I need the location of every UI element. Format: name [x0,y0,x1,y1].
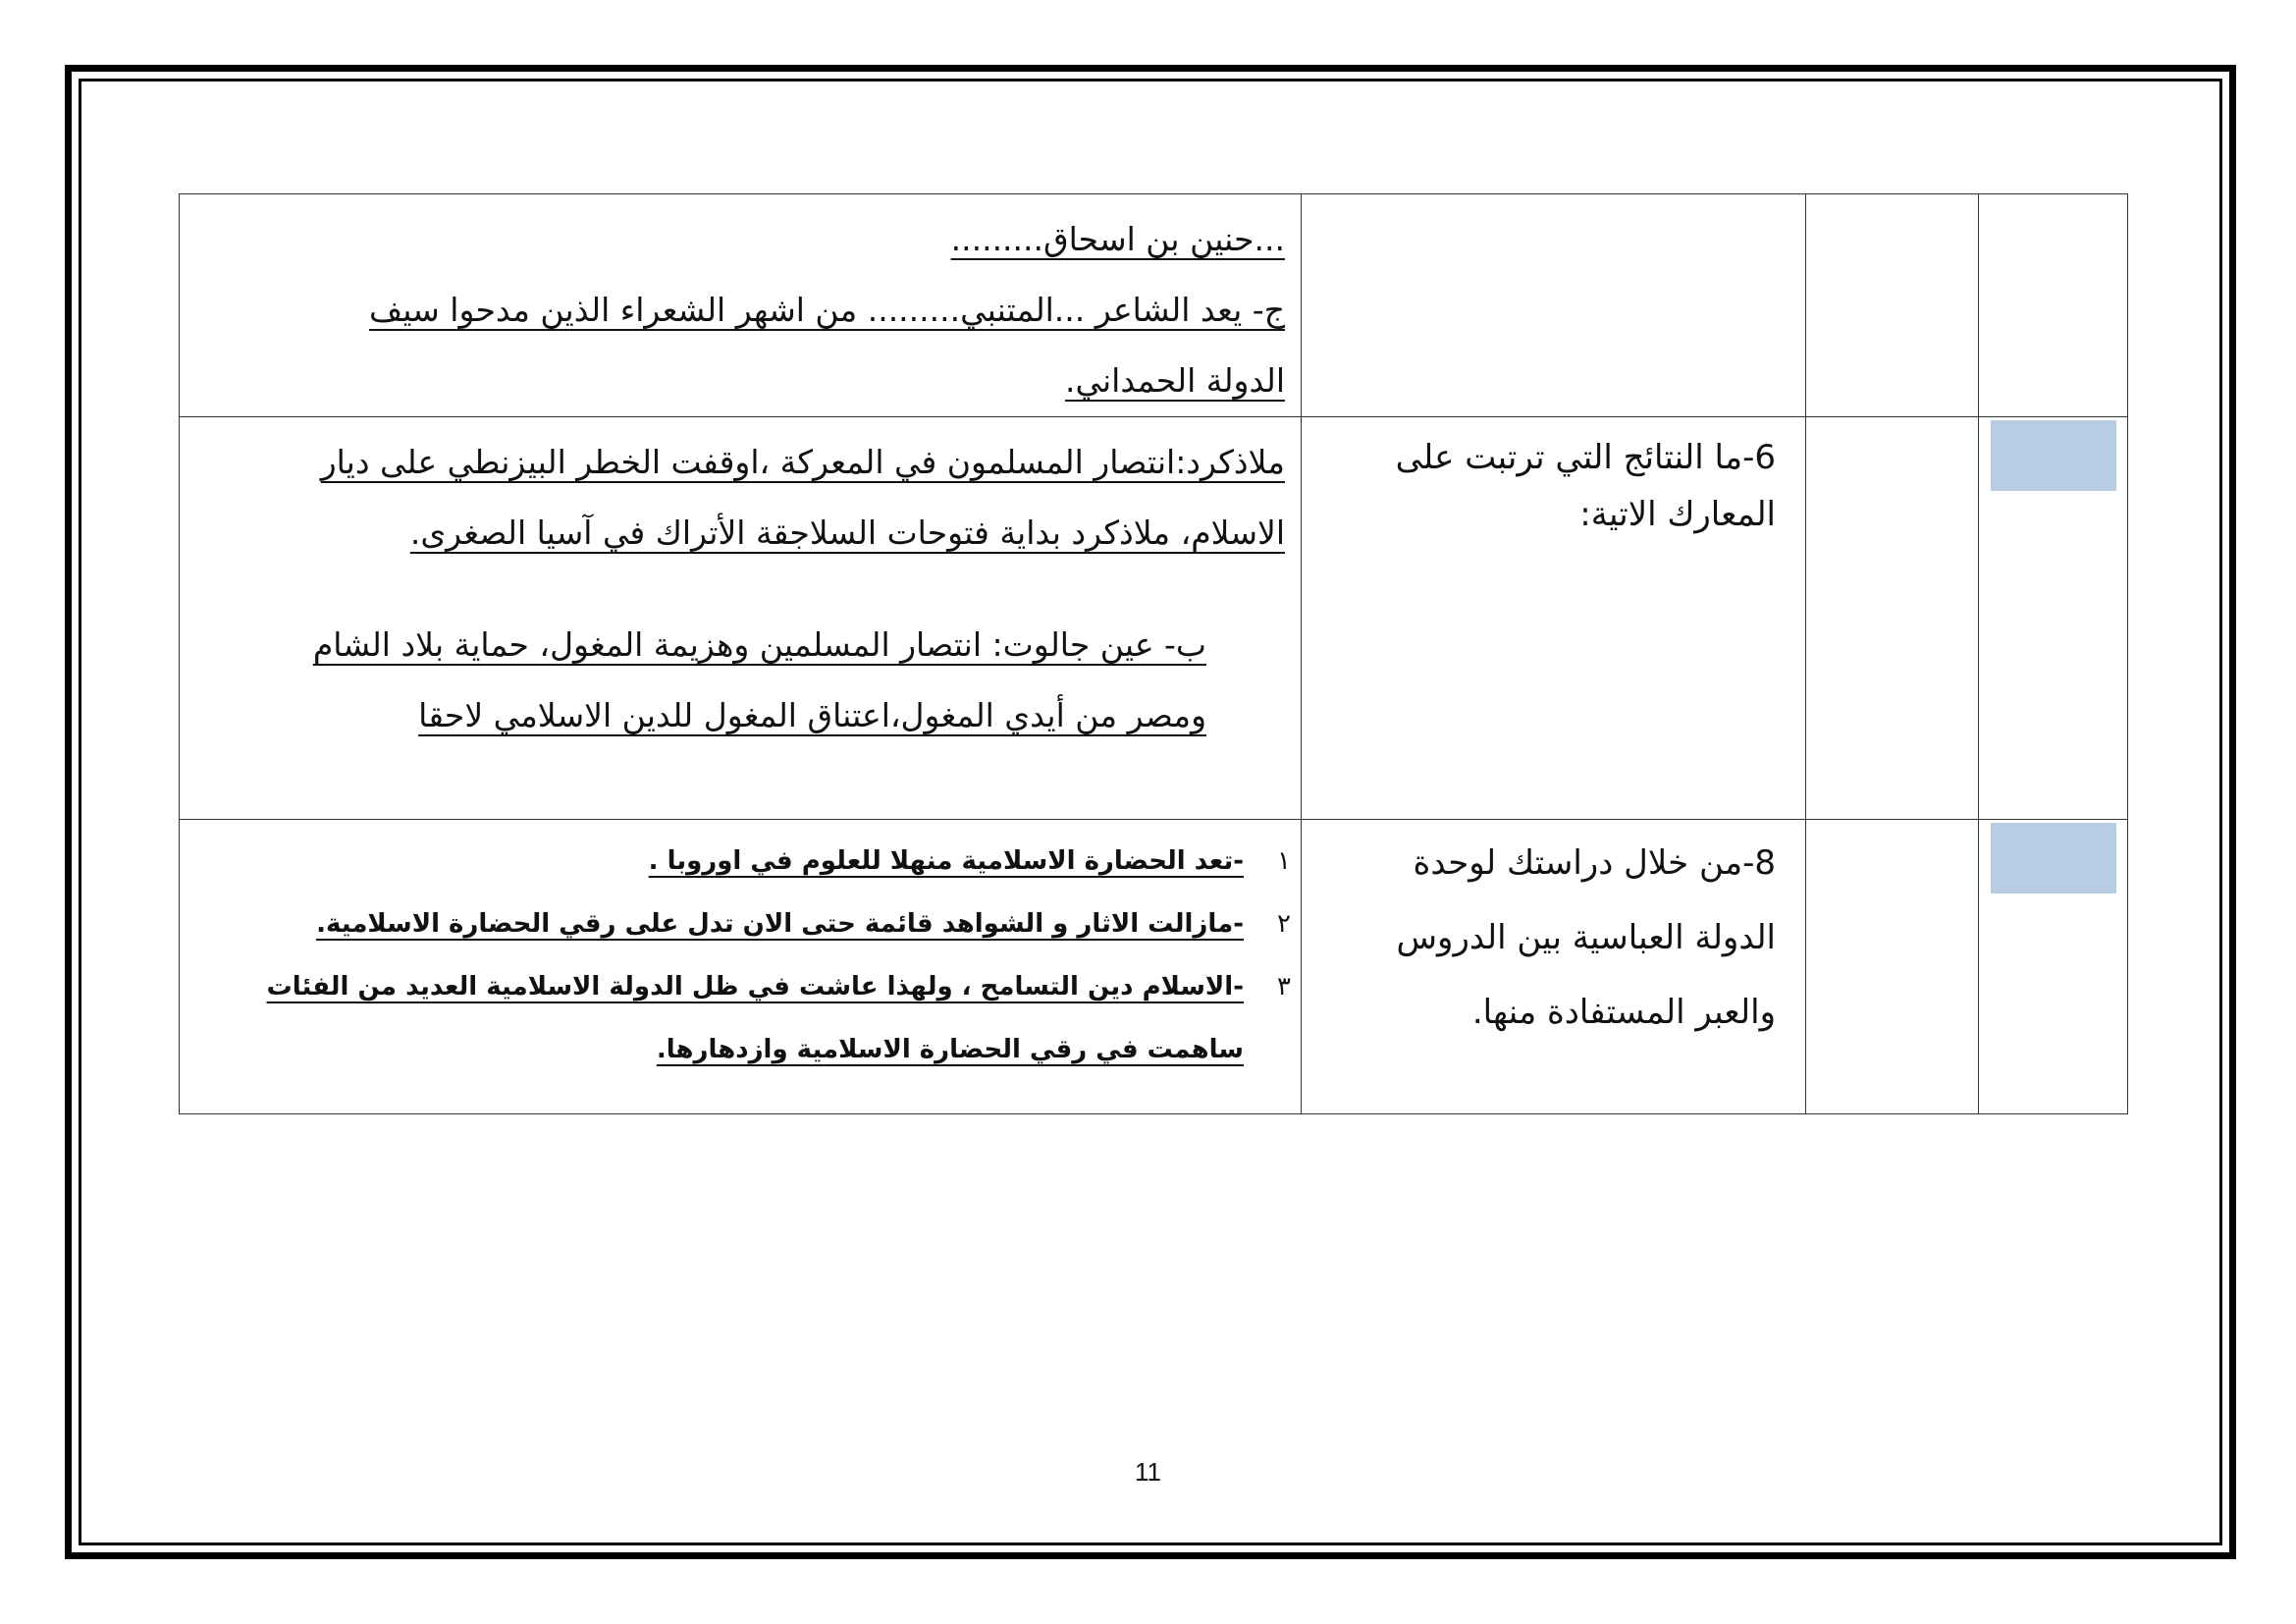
question-line: 6-ما النتائج التي ترتبت على [1395,438,1776,477]
answer-cell [180,194,1302,417]
marker-cell [1979,820,2128,1114]
question-cell [1302,417,1806,820]
list-item-text: -تعد الحضارة الاسلامية منهلا للعلوم في اوروبا . [648,846,1244,876]
question-line: 8-من خلال دراستك لوحدة [1413,843,1776,883]
spacer [193,568,1285,610]
marker-cell [1979,417,2128,820]
list-number: ٣ [1277,972,1291,1001]
answer-cell [180,417,1302,820]
answer-line [193,204,1285,275]
answer-line [193,610,1285,680]
answer-line-text: الاسلام، ملاذكرد بداية فتوحات السلاجقة الأتراك في آسيا الصغرى. [409,514,1285,552]
list-item-text: -الاسلام دين التسامح ، ولهذا عاشت في ظل الدولة الاسلامية العديد من الفئات [266,972,1244,1001]
list-number: ٢ [1277,909,1291,939]
content-table [179,193,2128,1114]
answer-line-text: ومصر من أيدي المغول،اعتناق المغول للدين الاسلامي لاحقا [418,696,1206,734]
page-number: 11 [1135,1457,1161,1487]
question-line: المعارك الاتية: [1579,495,1776,534]
list-item [193,830,1291,893]
answer-cell [180,820,1302,1114]
question-cell [1302,820,1806,1114]
question-line: الدولة العباسية بين الدروس [1396,918,1776,957]
answer-line-text: ب- عين جالوت: انتصار المسلمين وهزيمة المغول، حماية بلاد الشام [312,625,1206,664]
question-cell [1302,194,1806,417]
answer-line [193,427,1285,498]
answer-line-text: الدولة الحمداني. [1065,361,1285,400]
list-item [193,893,1291,955]
highlight-marker [1991,420,2116,491]
list-item-text: -مازالت الاثار و الشواهد قائمة حتى الان تدل على رقي الحضارة الاسلامية. [316,909,1244,939]
list-number: ١ [1277,846,1291,876]
answer-line [193,498,1285,568]
list-item [193,955,1291,1018]
table-row [180,194,2128,417]
answer-line [193,346,1285,416]
list-item-text: ساهمت في رقي الحضارة الاسلامية وازدهارها. [656,1035,1244,1064]
highlight-marker [1991,823,2116,893]
score-cell [1806,820,1979,1114]
list-item [193,1018,1244,1081]
table-row [180,417,2128,820]
question-line: والعبر المستفادة منها. [1471,993,1776,1032]
answer-line-text: ملاذكرد:انتصار المسلمون في المعركة ،اوقفت الخطر البيزنطي على ديار [320,443,1285,481]
answer-line [193,275,1285,346]
table-row [180,820,2128,1114]
score-cell [1806,417,1979,820]
answer-line [193,680,1285,751]
score-cell [1806,194,1979,417]
answer-line-text: ج- يعد الشاعر ...المتنبي......... من اشهر الشعراء الذين مدحوا سيف [369,291,1285,329]
marker-cell [1979,194,2128,417]
answer-line-text: ...حنين بن اسحاق......... [950,220,1285,258]
